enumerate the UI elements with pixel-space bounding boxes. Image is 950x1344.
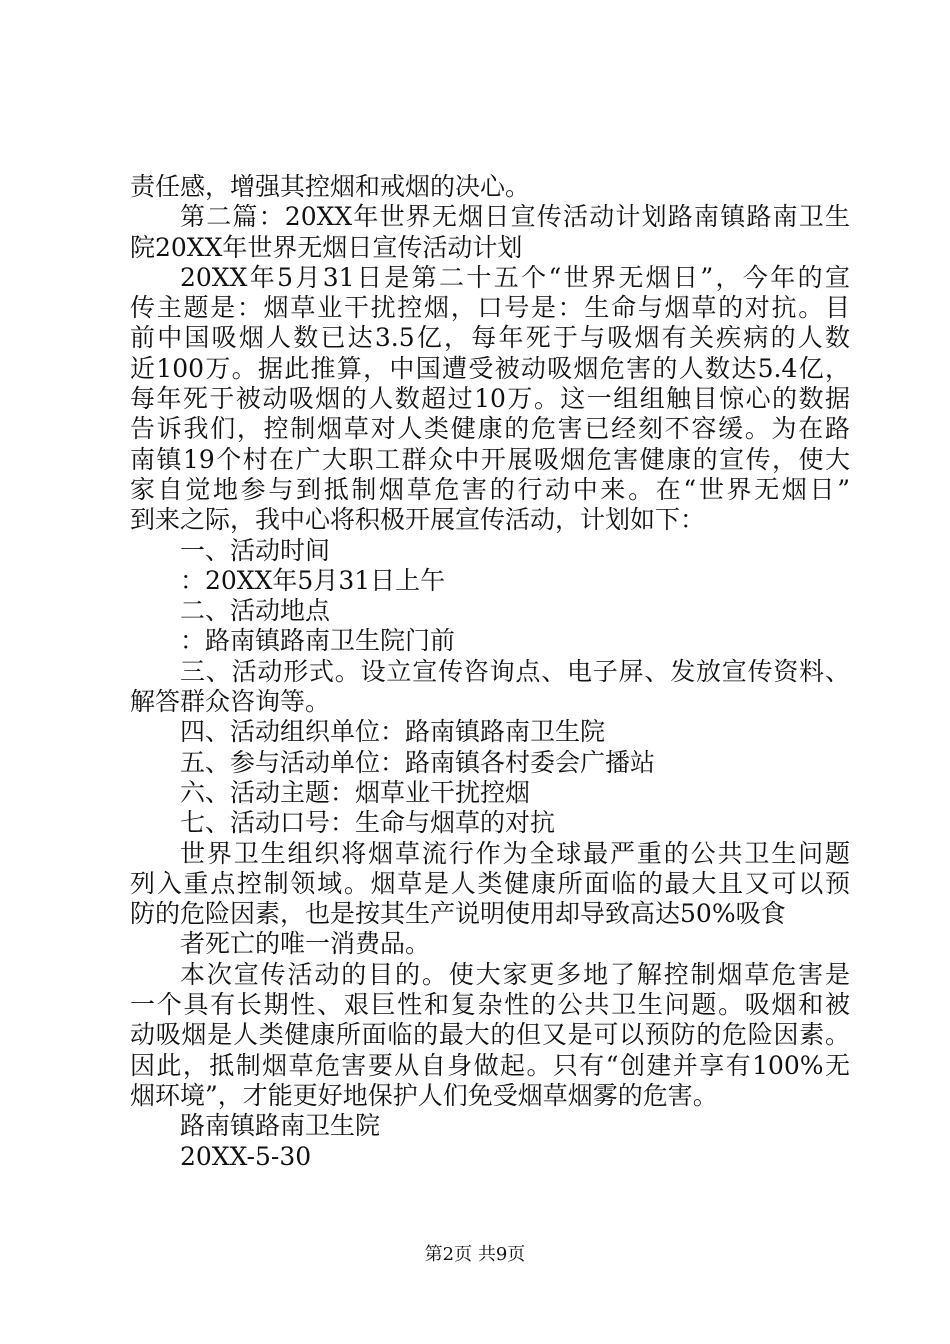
text-line: 一个具有长期性、艰巨性和复杂性的公共卫生问题。吸烟和被: [130, 990, 850, 1020]
text-line: 责任感，增强其控烟和戒烟的决心。: [130, 172, 531, 201]
text-line: ：路南镇路南卫生院门前: [180, 626, 456, 656]
text-line: 解答群众咨询等。: [130, 687, 331, 717]
text-line: ：20XX年5月31日上午: [180, 565, 446, 595]
text-line: 路南镇路南卫生院: [180, 1111, 381, 1141]
text-line: 前中国吸烟人数已达3.5亿，每年死于与吸烟有关疾病的人数: [130, 323, 850, 353]
text-line: 院20XX年世界无烟日宣传活动计划: [130, 232, 523, 262]
text-line: 六、活动主题：烟草业干扰控烟: [180, 777, 531, 807]
text-line: 20XX年5月31日是第二十五个“世界无烟日”，今年的宣: [180, 262, 850, 292]
document-body: [130, 172, 850, 1172]
text-line: 因此，抵制烟草危害要从自身做起。只有“创建并享有100%无: [130, 1050, 850, 1080]
text-line: 每年死于被动吸烟的人数超过10万。这一组组触目惊心的数据: [130, 384, 850, 414]
page-number-footer: 第2页 共9页: [424, 1244, 526, 1265]
text-line: 本次宣传活动的目的。使大家更多地了解控制烟草危害是: [180, 959, 850, 989]
text-line: 告诉我们，控制烟草对人类健康的危害已经刻不容缓。为在路: [130, 414, 850, 444]
text-line: 家自觉地参与到抵制烟草危害的行动中来。在“世界无烟日”: [130, 474, 850, 504]
text-line: 近100万。据此推算，中国遭受被动吸烟危害的人数达5.4亿，: [130, 353, 850, 383]
text-line: 七、活动口号：生命与烟草的对抗: [180, 808, 556, 838]
text-line: 南镇19个村在广大职工群众中开展吸烟危害健康的宣传，使大: [130, 444, 850, 474]
text-line: 二、活动地点: [180, 596, 331, 626]
text-line: 世界卫生组织将烟草流行作为全球最严重的公共卫生问题: [180, 838, 850, 868]
text-line: 动吸烟是人类健康所面临的最大的但又是可以预防的危险因素。: [130, 1020, 850, 1050]
text-line: 到来之际，我中心将积极开展宣传活动，计划如下：: [130, 505, 706, 535]
text-line: 三、活动形式。设立宣传咨询点、电子屏、发放宣传资料、: [180, 656, 850, 686]
text-line: 一、活动时间: [180, 535, 331, 565]
text-line: 五、参与活动单位：路南镇各村委会广播站: [180, 747, 656, 777]
text-line: 列入重点控制领域。烟草是人类健康所面临的最大且又可以预: [130, 868, 850, 898]
text-line: 20XX-5-30: [180, 1141, 312, 1171]
text-line: 者死亡的唯一消费品。: [180, 929, 431, 959]
text-line: 第二篇：20XX年世界无烟日宣传活动计划路南镇路南卫生: [180, 202, 850, 232]
text-line: 烟环境”，才能更好地保护人们免受烟草烟雾的危害。: [130, 1080, 718, 1110]
text-line: 传主题是：烟草业干扰控烟，口号是：生命与烟草的对抗。目: [130, 293, 850, 323]
text-line: 四、活动组织单位：路南镇路南卫生院: [180, 717, 606, 747]
text-line: 防的危险因素，也是按其生产说明使用却导致高达50%吸食: [130, 899, 786, 929]
